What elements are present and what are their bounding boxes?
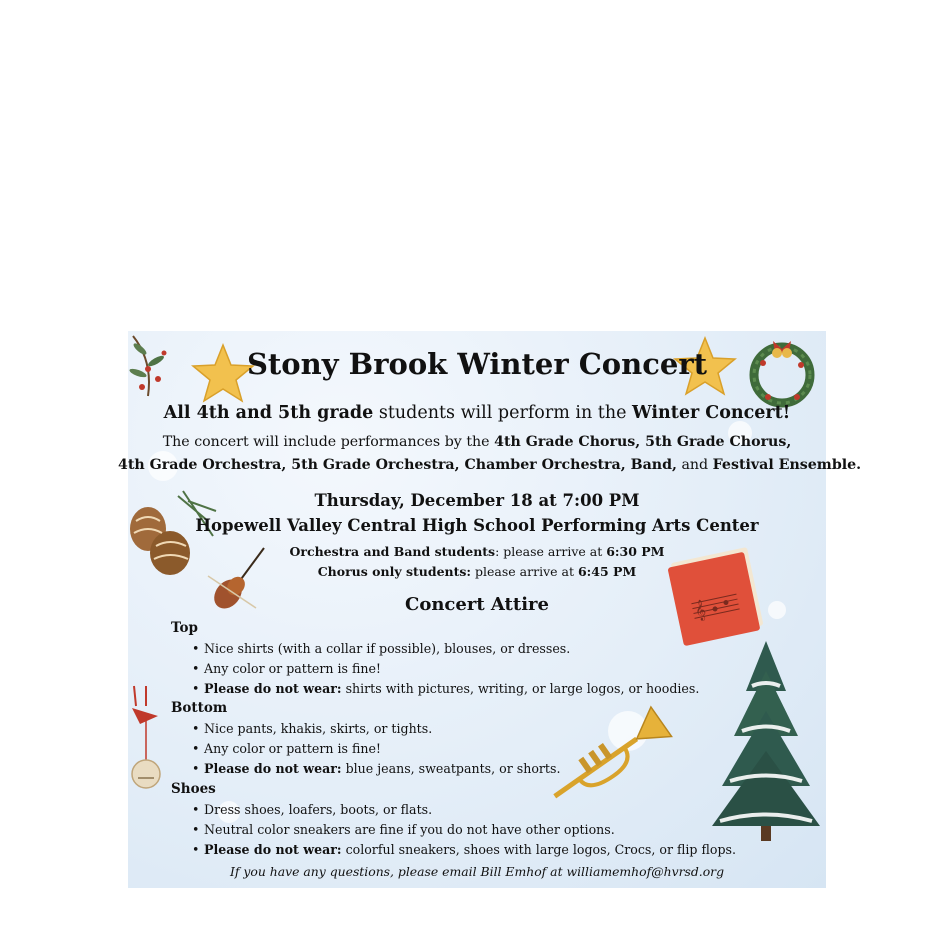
dont-wear-label: Please do not wear: xyxy=(204,842,342,857)
list-item: • Neutral color sneakers are fine if you do not have other options. xyxy=(192,820,736,840)
section-heading-top: Top xyxy=(171,620,198,636)
list-item: • Any color or pattern is fine! xyxy=(192,659,699,679)
contact-footer: If you have any questions, please email Bill Emhof at williamemhof@hvrsd.org xyxy=(229,864,725,879)
arrival-text: please arrive at xyxy=(471,564,578,579)
flyer-subtitle xyxy=(128,403,826,423)
list-item: • Dress shoes, loafers, boots, or flats. xyxy=(192,800,736,820)
performances-group-2: 4th Grade Orchestra, 5th Grade Orchestra, Chamber Orchestra, Band, xyxy=(118,457,677,473)
arrival-group: Chorus only students: xyxy=(317,564,472,579)
svg-text:𝄞: 𝄞 xyxy=(692,599,708,622)
dont-wear-label: Please do not wear: xyxy=(204,761,342,776)
attire-list-top xyxy=(192,639,699,699)
subtitle-event: Winter Concert! xyxy=(632,403,791,423)
flyer-title: Stony Brook Winter Concert xyxy=(246,347,708,381)
performances-and: and xyxy=(676,457,713,473)
arrival-text: : please arrive at xyxy=(495,544,607,559)
concert-flyer xyxy=(118,331,862,888)
subtitle-text: students will perform in the xyxy=(373,403,633,423)
dont-wear-text: shirts with pictures, writing, or large logos, or hoodies. xyxy=(341,681,700,696)
bell-ornament-icon xyxy=(128,686,163,791)
arrival-time: 6:30 PM xyxy=(606,544,665,559)
arrival-time: 6:45 PM xyxy=(577,564,637,579)
dont-wear-text: blue jeans, sweatpants, or shorts. xyxy=(341,761,561,776)
concert-venue: Hopewell Valley Central High School Performing Arts Center xyxy=(195,516,759,535)
attire-list-bottom xyxy=(192,719,560,779)
attire-list-shoes xyxy=(192,800,736,860)
attire-heading: Concert Attire xyxy=(405,594,549,615)
section-heading-shoes: Shoes xyxy=(171,781,216,797)
arrival-group: Orchestra and Band students xyxy=(289,544,496,559)
list-item: • Nice shirts (with a collar if possible), blouses, or dresses. xyxy=(192,639,699,659)
performances-group-1: 4th Grade Chorus, 5th Grade Chorus, xyxy=(494,434,792,450)
performances-line-1 xyxy=(128,434,826,450)
list-item xyxy=(192,759,560,779)
arrival-chorus xyxy=(128,564,826,579)
concert-date: Thursday, December 18 at 7:00 PM xyxy=(314,491,640,510)
dont-wear-text: colorful sneakers, shoes with large logos, Crocs, or flip flops. xyxy=(341,842,736,857)
list-item xyxy=(192,679,699,699)
arrival-orchestra-band xyxy=(128,544,826,559)
list-item: • Nice pants, khakis, skirts, or tights. xyxy=(192,719,560,739)
list-item xyxy=(192,840,736,860)
performances-line-2 xyxy=(118,457,862,473)
performances-intro: The concert will include performances by the xyxy=(162,434,495,450)
list-item: • Any color or pattern is fine! xyxy=(192,739,560,759)
performances-group-3: Festival Ensemble. xyxy=(712,457,862,473)
section-heading-bottom: Bottom xyxy=(171,700,228,716)
dont-wear-label: Please do not wear: xyxy=(204,681,342,696)
subtitle-grades: All 4th and 5th grade xyxy=(163,403,374,423)
